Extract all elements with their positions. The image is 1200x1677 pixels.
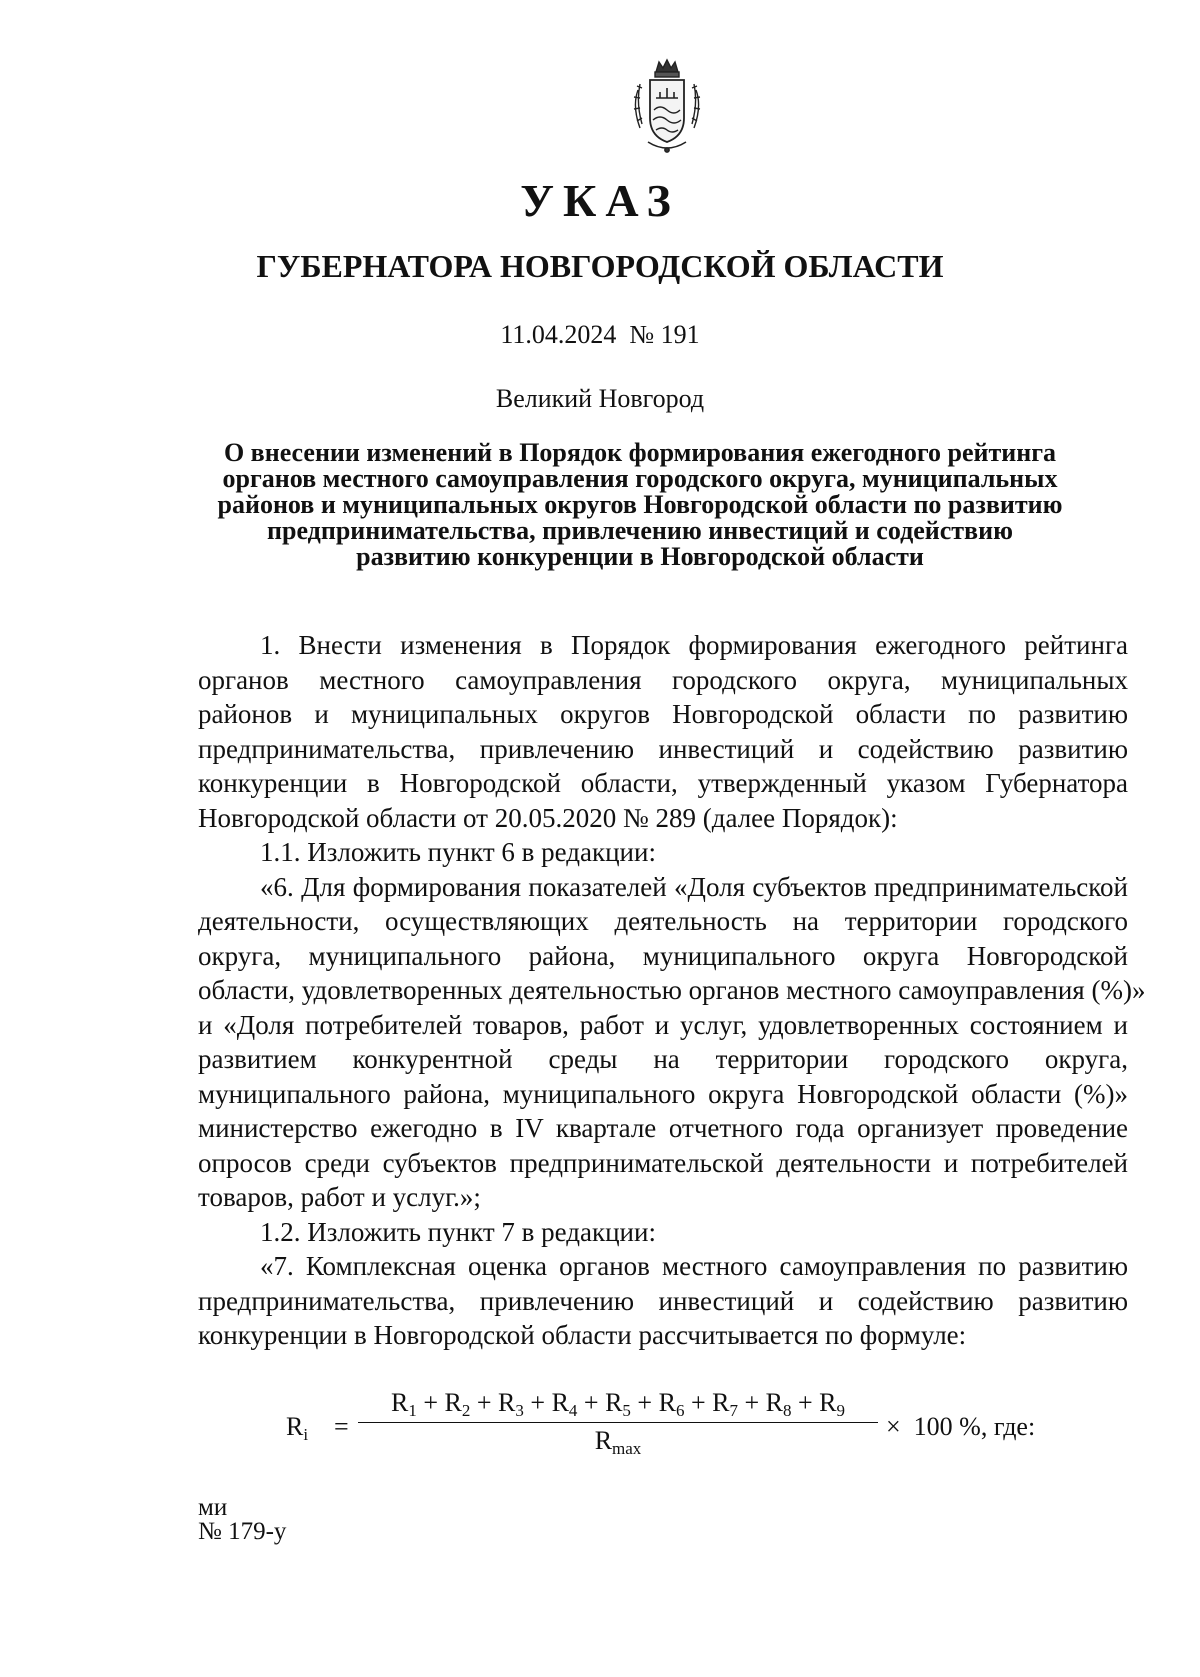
body-line: товаров, работ и услуг.»; xyxy=(198,1182,481,1212)
formula-equals: = xyxy=(334,1412,349,1441)
rating-formula xyxy=(198,1388,1128,1468)
formula-term: $R_8$ xyxy=(765,1388,792,1420)
fraction-bar xyxy=(358,1422,878,1423)
plus-sign: + xyxy=(523,1388,552,1417)
formula-denominator: $R_{max}$ xyxy=(594,1426,642,1458)
coat-of-arms-icon xyxy=(626,58,708,158)
body-line: Новгородской области от 20.05.2020 № 289 (далее Порядок): xyxy=(198,802,898,833)
body-line: 1.1. Изложить пункт 6 в редакции: xyxy=(260,837,656,867)
title-line: органов местного самоуправления городского округа, муниципальных xyxy=(222,464,1058,493)
title-line: предпринимательства, привлечению инвестиций и содействию xyxy=(267,516,1013,545)
formula-term: $R_1$ xyxy=(391,1388,417,1420)
body-line: 1. Внести изменения в Порядок формирования ежегодного рейтинга xyxy=(260,630,1128,660)
city: Великий Новгород xyxy=(495,384,705,413)
body-line: округа, муниципального района, муниципального округа Новгородской xyxy=(198,940,1128,971)
formula-lhs: $R_i$ xyxy=(286,1412,309,1444)
formula-term: $R_9$ xyxy=(819,1388,845,1420)
plus-sign: + xyxy=(684,1388,713,1417)
number-sign: № xyxy=(629,320,655,349)
plus-sign: + xyxy=(470,1388,499,1417)
title-line: районов и муниципальных округов Новгородской области по развитию xyxy=(217,490,1063,519)
body-line: конкуренции в Новгородской области рассчитывается по формуле: xyxy=(198,1320,967,1350)
issuer-title: ГУБЕРНАТОРА НОВГОРОДСКОЙ ОБЛАСТИ xyxy=(256,248,944,284)
body-line: предпринимательства, привлечению инвестиций и содействию развитию xyxy=(198,733,1128,764)
date-number-line xyxy=(0,322,1200,348)
formula-tail: × 100 %, где: xyxy=(886,1412,1036,1441)
title-line: развитию конкуренции в Новгородской области xyxy=(356,542,924,571)
document-type: УКАЗ xyxy=(520,175,680,226)
footer-registration xyxy=(198,1496,286,1544)
body-line: «7. Комплексная оценка органов местного самоуправления по развитию xyxy=(260,1251,1128,1281)
formula-term: $R_7$ xyxy=(712,1388,738,1420)
executor-initials: ми xyxy=(198,1494,228,1521)
body-line: деятельности, осуществляющих деятельность на территории городского xyxy=(198,906,1128,936)
body-line: 1.2. Изложить пункт 7 в редакции: xyxy=(260,1216,656,1247)
title-line: О внесении изменений в Порядок формирования ежегодного рейтинга xyxy=(223,438,1057,467)
plus-sign: + xyxy=(630,1388,659,1417)
formula-term: $R_2$ xyxy=(444,1388,471,1420)
formula-term: $R_3$ xyxy=(498,1388,524,1420)
plus-sign: + xyxy=(791,1388,820,1417)
document-number: 191 xyxy=(660,320,700,349)
registration-number: № 179-у xyxy=(198,1518,287,1545)
plus-sign: + xyxy=(737,1388,766,1417)
body-line: предпринимательства, привлечению инвестиций и содействию развитию xyxy=(198,1285,1128,1316)
body-line: области, удовлетворенных деятельностью органов местного самоуправления (%)» xyxy=(198,975,1146,1005)
plus-sign: + xyxy=(416,1388,445,1417)
body-line: районов и муниципальных округов Новгородской области по развитию xyxy=(198,699,1128,729)
body-line: развитием конкурентной среды на территории городского округа, xyxy=(198,1044,1128,1074)
formula-term: $R_5$ xyxy=(605,1388,631,1420)
body-line: и «Доля потребителей товаров, работ и услуг, удовлетворенных состоянием и xyxy=(198,1009,1128,1040)
body-line: конкуренции в Новгородской области, утвержденный указом Губернатора xyxy=(198,768,1128,798)
document-title xyxy=(200,440,1080,570)
body-line: муниципального района, муниципального округа Новгородской области (%)» xyxy=(198,1078,1128,1109)
formula-term: $R_6$ xyxy=(658,1388,685,1420)
body-line: «6. Для формирования показателей «Доля субъектов предпринимательской xyxy=(260,871,1128,902)
body-line: опросов среди субъектов предпринимательской деятельности и потребителей xyxy=(198,1147,1128,1178)
plus-sign: + xyxy=(577,1388,606,1417)
formula-term: $R_4$ xyxy=(551,1388,578,1420)
formula-numerator xyxy=(358,1388,878,1418)
document-date: 11.04.2024 xyxy=(500,320,617,349)
document-body xyxy=(198,628,1146,1353)
body-line: органов местного самоуправления городского округа, муниципальных xyxy=(198,664,1128,695)
body-line: министерство ежегодно в IV квартале отчетного года организует проведение xyxy=(198,1113,1128,1143)
